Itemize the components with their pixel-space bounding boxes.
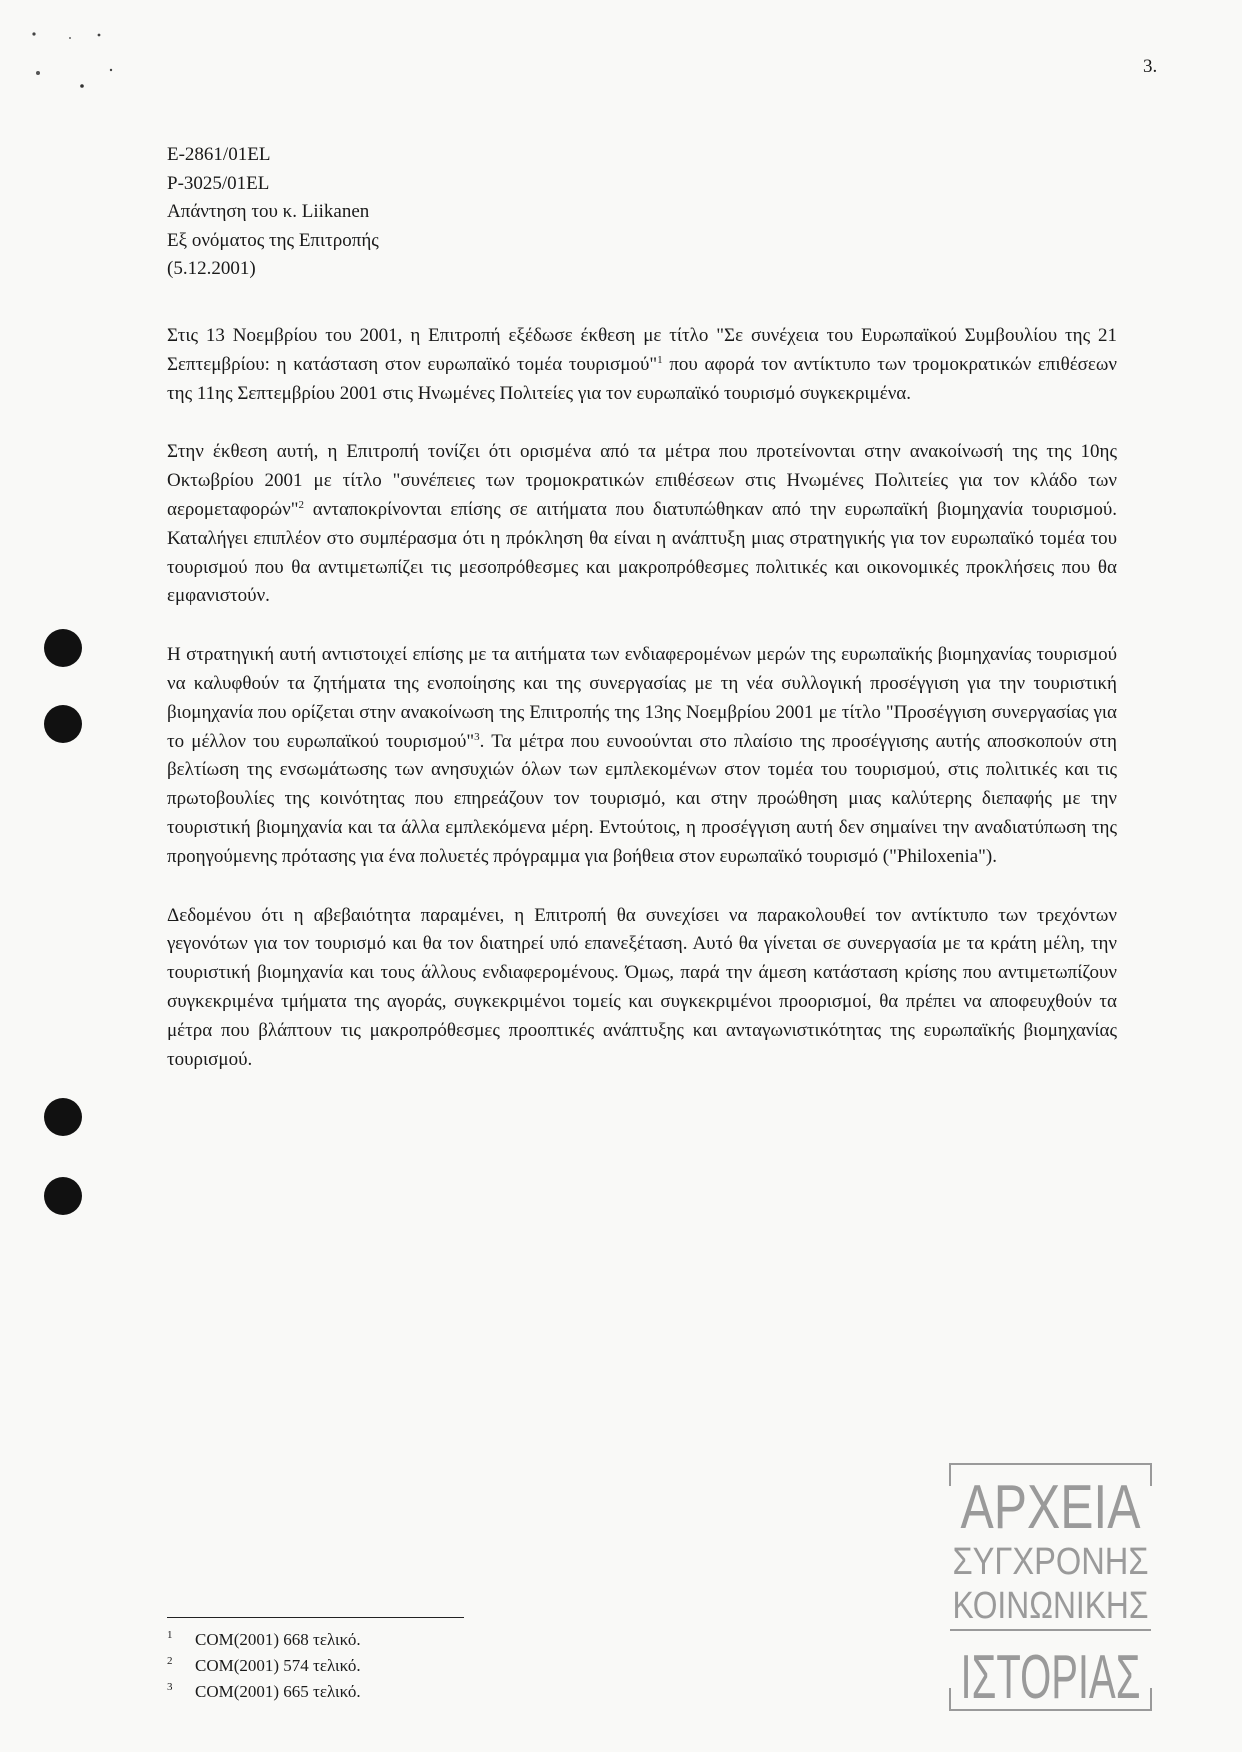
footnote-divider xyxy=(167,1617,464,1618)
stamp-line: ΣΥΓΧΡΟΝΗΣ xyxy=(952,1541,1149,1583)
question-reference: E-2861/01EL xyxy=(167,144,271,165)
stamp-line: ΙΣΤΟΡΙΑΣ xyxy=(960,1643,1141,1712)
stamp-line: ΚΟΙΝΩΝΙΚΗΣ xyxy=(952,1585,1149,1627)
answer-date: (5.12.2001) xyxy=(167,258,256,279)
paragraph-3: Η στρατηγική αυτή αντιστοιχεί επίσης με τα αιτήματα των ενδιαφερομένων μερών της ευρωπαϊκής βιομηχανίας τουρισμού να καλυφθούν τα ζητήματα της ενοποίησης και της συνεργασίας με τη νέα συλλογική προσέγγιση για την τουριστική βιομηχανία που ορίζεται στην ανακοίνωση της Επιτροπής της 13ης Νοεμβρίου 2001 με τίτλο "Προσέγγιση συνεργασίας για το μέλλον του ευρωπαϊκού τουρισμού"$^3$. Τα μέτρα που ευνοούνται στο πλαίσιο της προσέγγισης αυτής αποσκοπούν στη βελτίωση της ενσωμάτωσης των ανησυχιών όλων των εμπλεκομένων στον τομέα του τουρισμού, στις πολιτικές και τις πρωτοβουλίες της κοινότητας που επηρεάζουν τον τουρισμό, και στην προώθηση μιας καλύτερης διεπαφής με την τουριστική βιομηχανία και τα άλλα εμπλεκόμενα μέρη. Εντούτοις, η προσέγγιση αυτή δεν σημαίνει την αναδιατύπωση της προηγούμενης πρότασης για ένα πολυετές πρόγραμμα για βοήθεια στον ευρωπαϊκό τουρισμό ("Philoxenia"). xyxy=(167,644,1117,867)
footnote-ref: 2 xyxy=(298,498,304,511)
on-behalf-of: Εξ ονόματος της Επιτροπής xyxy=(167,229,379,251)
footnote-ref: 3 xyxy=(474,730,480,743)
paragraph-4: Δεδομένου ότι η αβεβαιότητα παραμένει, η Επιτροπή θα συνεχίσει να παρακολουθεί τον αντίκτυπο των τρεχόντων γεγονότων για τον τουρισμό και θα τον διατηρεί υπό επανεξέταση. Αυτό θα γίνεται σε συνεργασία με τα κράτη μέλη, την τουριστική βιομηχανία και τους άλλους ενδιαφερομένους. Όμως, παρά την άμεση κατάσταση κρίσης που αντιμετωπίζουν συγκεκριμένα τμήματα της αγοράς, συγκεκριμένοι τομείς και συγκεκριμένοι προορισμοί, θα πρέπει να αποφευχθούν τα μέτρα που βλάπτουν τις μακροπρόθεσμες προοπτικές ανάπτυξης και ανταγωνιστικότητας της ευρωπαϊκής βιομηχανίας τουρισμού. xyxy=(167,904,1117,1070)
punch-hole xyxy=(44,1177,82,1215)
answer-body xyxy=(167,322,1117,1104)
answer-by: Απάντηση του κ. Liikanen xyxy=(167,201,370,222)
footnote: 2 COM(2001) 574 τελικό. xyxy=(167,1655,361,1675)
punch-hole xyxy=(44,1098,82,1136)
punch-hole xyxy=(44,705,82,743)
question-reference: P-3025/01EL xyxy=(167,172,270,194)
scan-specks xyxy=(0,0,140,100)
page-number: 3. xyxy=(1143,56,1158,77)
paragraph-2: Στην έκθεση αυτή, η Επιτροπή τονίζει ότι ορισμένα από τα μέτρα που προτείνονται στην ανακοίνωσή της της 10ης Οκτωβρίου 2001 με τίτλο "συνέπειες των τρομοκρατικών επιθέσεων στις Ηνωμένες Πολιτείες για τον κλάδο των αερομεταφορών"$^2$ ανταποκρίνονται επίσης σε αιτήματα που διατυπώθηκαν από την ευρωπαϊκή βιομηχανία τουρισμού. Καταλήγει επιπλέον στο συμπέρασμα ότι η πρόκληση θα είναι η ανάπτυξη μιας στρατηγικής για τον ευρωπαϊκό τομέα του τουρισμού που θα αντιμετωπίζει τις μεσοπρόθεσμες και μακροπρόθεσμες πολιτικές και οικονομικές προκλήσεις που θα εμφανιστούν. xyxy=(167,441,1117,607)
footnote: 3 COM(2001) 665 τελικό. xyxy=(167,1681,361,1701)
archive-stamp xyxy=(944,1458,1157,1716)
stamp-line: ΑΡΧΕΙΑ xyxy=(960,1473,1142,1542)
footnote-ref: 1 xyxy=(657,353,663,366)
footnote: 1 COM(2001) 668 τελικό. xyxy=(167,1629,361,1649)
footnotes xyxy=(167,1627,361,1705)
paragraph-1: Στις 13 Νοεμβρίου του 2001, η Επιτροπή εξέδωσε έκθεση με τίτλο "Σε συνέχεια του Ευρωπαϊκού Συμβουλίου της 21 Σεπτεμβρίου: η κατάσταση στον ευρωπαϊκό τομέα τουρισμού"$^1$ που αφορά τον αντίκτυπο των τρομοκρατικών επιθέσεων της 11ης Σεπτεμβρίου 2001 στις Ηνωμένες Πολιτείες για τον ευρωπαϊκό τουρισμό συγκεκριμένα. xyxy=(167,325,1117,404)
document-header xyxy=(167,141,379,284)
punch-hole xyxy=(44,629,82,667)
